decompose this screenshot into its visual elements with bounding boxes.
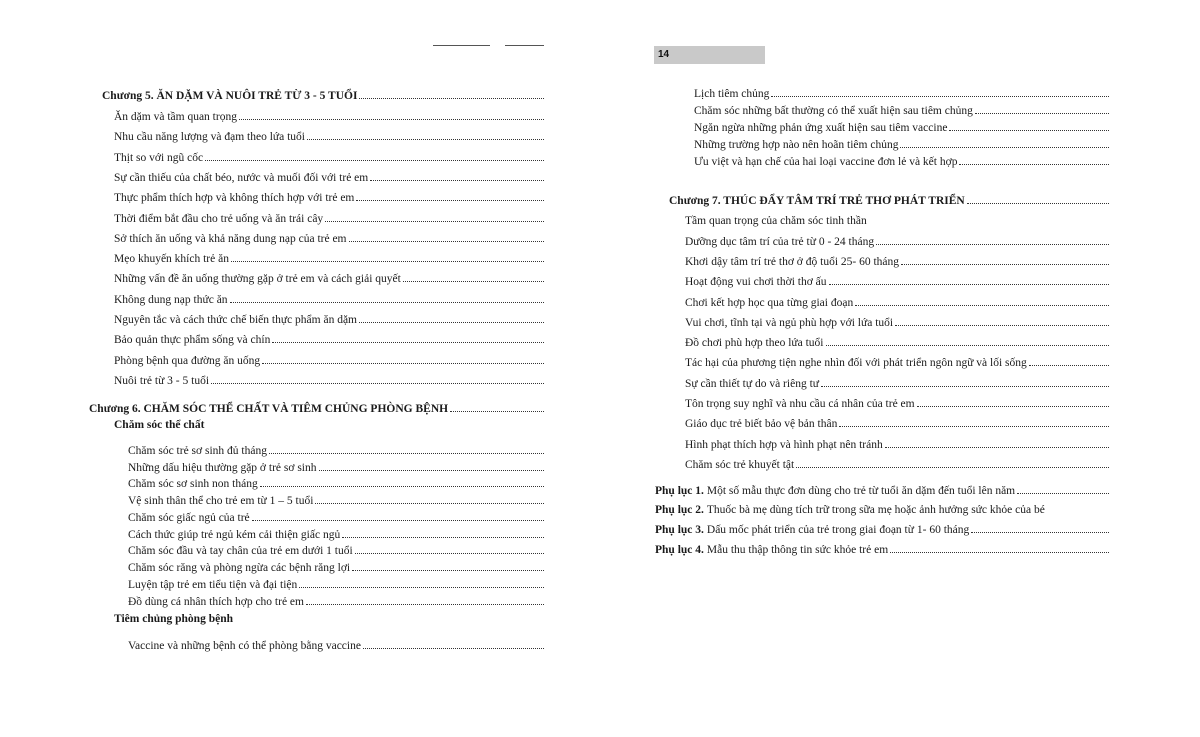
toc-entry[interactable]: Tác hại của phương tiện nghe nhìn đối với phát triển ngôn ngữ và lối sống <box>685 356 1109 371</box>
toc-entry[interactable]: Thực phẩm thích hợp và không thích hợp với trẻ em <box>114 191 544 206</box>
toc-entry[interactable]: Đồ chơi phù hợp theo lứa tuổi <box>685 336 1109 351</box>
toc-entry[interactable]: Chăm sóc giấc ngủ của trẻ <box>128 511 544 526</box>
toc-entry[interactable]: Những trường hợp nào nên hoãn tiêm chủng <box>694 138 1109 153</box>
toc-entry[interactable]: Thời điểm bắt đầu cho trẻ uống và ăn trái cây <box>114 212 544 227</box>
toc-entry[interactable]: Hình phạt thích hợp và hình phạt nên tránh <box>685 438 1109 453</box>
toc-entry[interactable]: Tôn trọng suy nghĩ và nhu cầu cá nhân của trẻ em <box>685 397 1109 412</box>
toc-entry[interactable]: Luyện tập trẻ em tiểu tiện và đại tiện <box>128 578 544 593</box>
toc-entry[interactable]: Chăm sóc đầu và tay chân của trẻ em dưới 1 tuổi <box>128 544 544 559</box>
toc-entry[interactable]: Chăm sóc trẻ khuyết tật <box>685 458 1109 473</box>
toc-entry[interactable]: Sự cần thiếu của chất béo, nước và muối đối với trẻ em <box>114 171 544 186</box>
toc-entry[interactable]: Vaccine và những bệnh có thể phòng bằng vaccine <box>128 639 544 654</box>
section-title-vaccination: Tiêm chủng phòng bệnh <box>114 613 233 625</box>
toc-entry[interactable]: Những dấu hiệu thường gặp ở trẻ sơ sinh <box>128 461 544 476</box>
appendix-1[interactable]: Phụ lục 1. Một số mẫu thực đơn dùng cho trẻ từ tuổi ăn dặm đến tuổi lên năm <box>655 484 1109 499</box>
toc-entry[interactable]: Không dung nạp thức ăn <box>114 293 544 308</box>
chapter-title-text: Chương 6. CHĂM SÓC THỂ CHẤT VÀ TIÊM CHỦNG PHÒNG BỆNH <box>89 403 449 415</box>
section-title-physical-care: Chăm sóc thể chất <box>114 419 205 431</box>
toc-entry[interactable]: Lịch tiêm chủng <box>694 87 1109 102</box>
chapter-title-text: Chương 7. THÚC ĐẨY TÂM TRÍ TRẺ THƠ PHÁT TRIỂN <box>669 195 965 207</box>
toc-entry[interactable]: Khơi dậy tâm trí trẻ thơ ở độ tuổi 25- 60 tháng <box>685 255 1109 270</box>
toc-entry[interactable]: Ưu việt và hạn chế của hai loại vaccine đơn lẻ và kết hợp <box>694 155 1109 170</box>
chapter-7-title[interactable] <box>669 194 1109 209</box>
toc-entry[interactable]: Sự cần thiết tự do và riêng tư <box>685 377 1109 392</box>
toc-entry[interactable]: Dưỡng dục tâm trí của trẻ từ 0 - 24 tháng <box>685 235 1109 250</box>
toc-entry[interactable]: Chăm sóc răng và phòng ngừa các bệnh răng lợi <box>128 561 544 576</box>
toc-entry[interactable]: Tầm quan trọng của chăm sóc tinh thần <box>685 215 867 227</box>
toc-entry[interactable]: Chơi kết hợp học qua từng giai đoạn <box>685 296 1109 311</box>
toc-entry[interactable]: Cách thức giúp trẻ ngủ kém cải thiện giấc ngủ <box>128 528 544 543</box>
toc-entry[interactable]: Nhu cầu năng lượng và đạm theo lứa tuổi <box>114 130 544 145</box>
toc-entry[interactable]: Những vấn đề ăn uống thường gặp ở trẻ em và cách giải quyết <box>114 272 544 287</box>
toc-entry[interactable]: Ăn dặm và tầm quan trọng <box>114 110 544 125</box>
toc-entry[interactable]: Đồ dùng cá nhân thích hợp cho trẻ em <box>128 595 544 610</box>
appendix-4[interactable]: Phụ lục 4. Mẫu thu thập thông tin sức khỏe trẻ em <box>655 543 1109 558</box>
toc-entry[interactable]: Bảo quản thực phẩm sống và chín <box>114 333 544 348</box>
chapter-title-text: Chương 5. ĂN DẶM VÀ NUÔI TRẺ TỪ 3 - 5 TUỔI <box>102 90 358 102</box>
toc-entry[interactable]: Nguyên tắc và cách thức chế biến thực phẩm ăn dặm <box>114 313 544 328</box>
toc-entry[interactable]: Ngăn ngừa những phản ứng xuất hiện sau tiêm vaccine <box>694 121 1109 136</box>
toc-entry[interactable]: Vui chơi, tĩnh tại và ngủ phù hợp với lứa tuổi <box>685 316 1109 331</box>
leader-dots <box>967 203 1109 204</box>
toc-entry[interactable]: Chăm sóc những bất thường có thể xuất hiện sau tiêm chủng <box>694 104 1109 119</box>
toc-entry[interactable]: Thịt so với ngũ cốc <box>114 151 544 166</box>
appendix-3[interactable]: Phụ lục 3. Dấu mốc phát triển của trẻ trong giai đoạn từ 1- 60 tháng <box>655 523 1109 538</box>
toc-entry[interactable]: Sở thích ăn uống và khả năng dung nạp của trẻ em <box>114 232 544 247</box>
appendix-2[interactable]: Phụ lục 2. Thuốc bà mẹ dùng tích trữ trong sữa mẹ hoặc ảnh hưởng sức khỏe của bé <box>655 504 1045 516</box>
page-number: 14 <box>654 46 765 64</box>
toc-entry[interactable]: Vệ sinh thân thể cho trẻ em từ 1 – 5 tuổi <box>128 494 544 509</box>
toc-entry[interactable]: Mẹo khuyến khích trẻ ăn <box>114 252 544 267</box>
toc-entry[interactable]: Chăm sóc sơ sinh non tháng <box>128 477 544 492</box>
toc-entry[interactable]: Phòng bệnh qua đường ăn uống <box>114 354 544 369</box>
toc-entry[interactable]: Giáo dục trẻ biết bảo vệ bản thân <box>685 417 1109 432</box>
toc-entry[interactable]: Nuôi trẻ từ 3 - 5 tuổi <box>114 374 544 389</box>
toc-entry[interactable]: Hoạt động vui chơi thời thơ ấu <box>685 275 1109 290</box>
toc-entry[interactable]: Chăm sóc trẻ sơ sinh đủ tháng <box>128 444 544 459</box>
